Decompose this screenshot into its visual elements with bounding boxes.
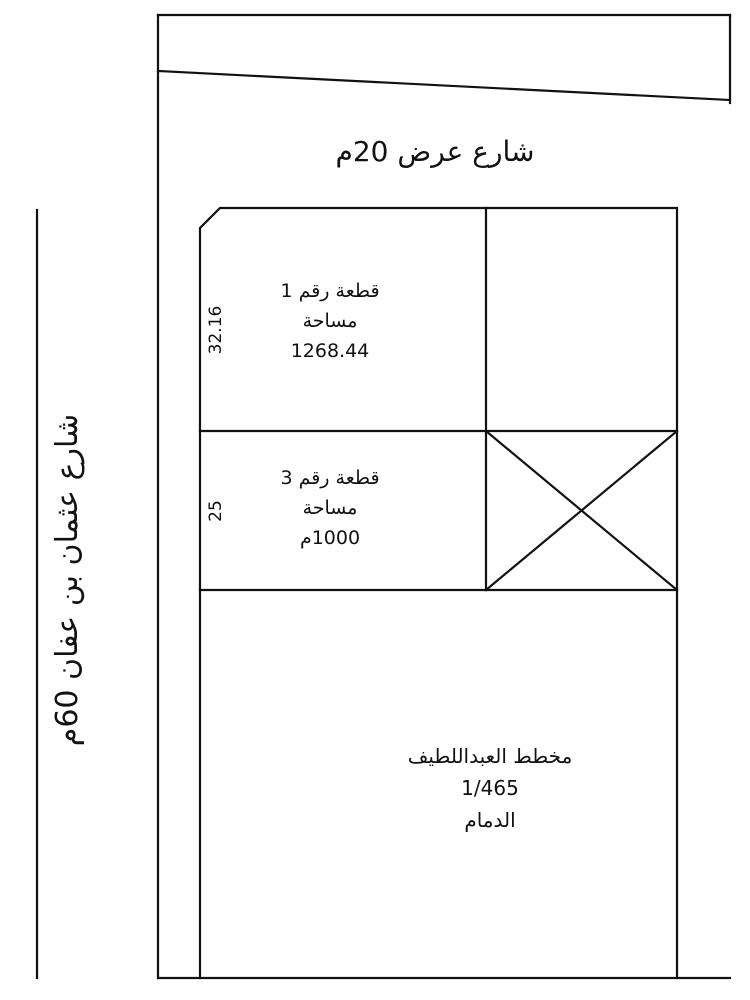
scheme-name: مخطط العبداللطيف: [407, 744, 573, 768]
plot-3-area-value: 1000م: [299, 527, 361, 549]
plot-1-area-label: مساحة: [302, 310, 358, 332]
scheme-city: الدمام: [464, 808, 516, 832]
top-street-label: شارع عرض 20م: [335, 135, 535, 168]
plot-3-label: قطعة رقم 3: [280, 467, 380, 489]
plot-1-side-length: 32.16: [206, 305, 226, 355]
plot-1-area-value: 1268.44: [290, 340, 370, 362]
scheme-info: [380, 740, 600, 836]
left-street-label: شارع عثمان بن عفان 60م: [50, 413, 85, 747]
street-edge-top: [158, 71, 730, 100]
plot-1-info: [230, 276, 430, 366]
plot-3-info: [230, 463, 430, 553]
plot-1-label: قطعة رقم 1: [280, 280, 380, 302]
plot-3-side-length: 25: [206, 500, 226, 522]
scheme-number: 1/465: [461, 776, 519, 800]
plot-3-area-label: مساحة: [302, 497, 358, 519]
